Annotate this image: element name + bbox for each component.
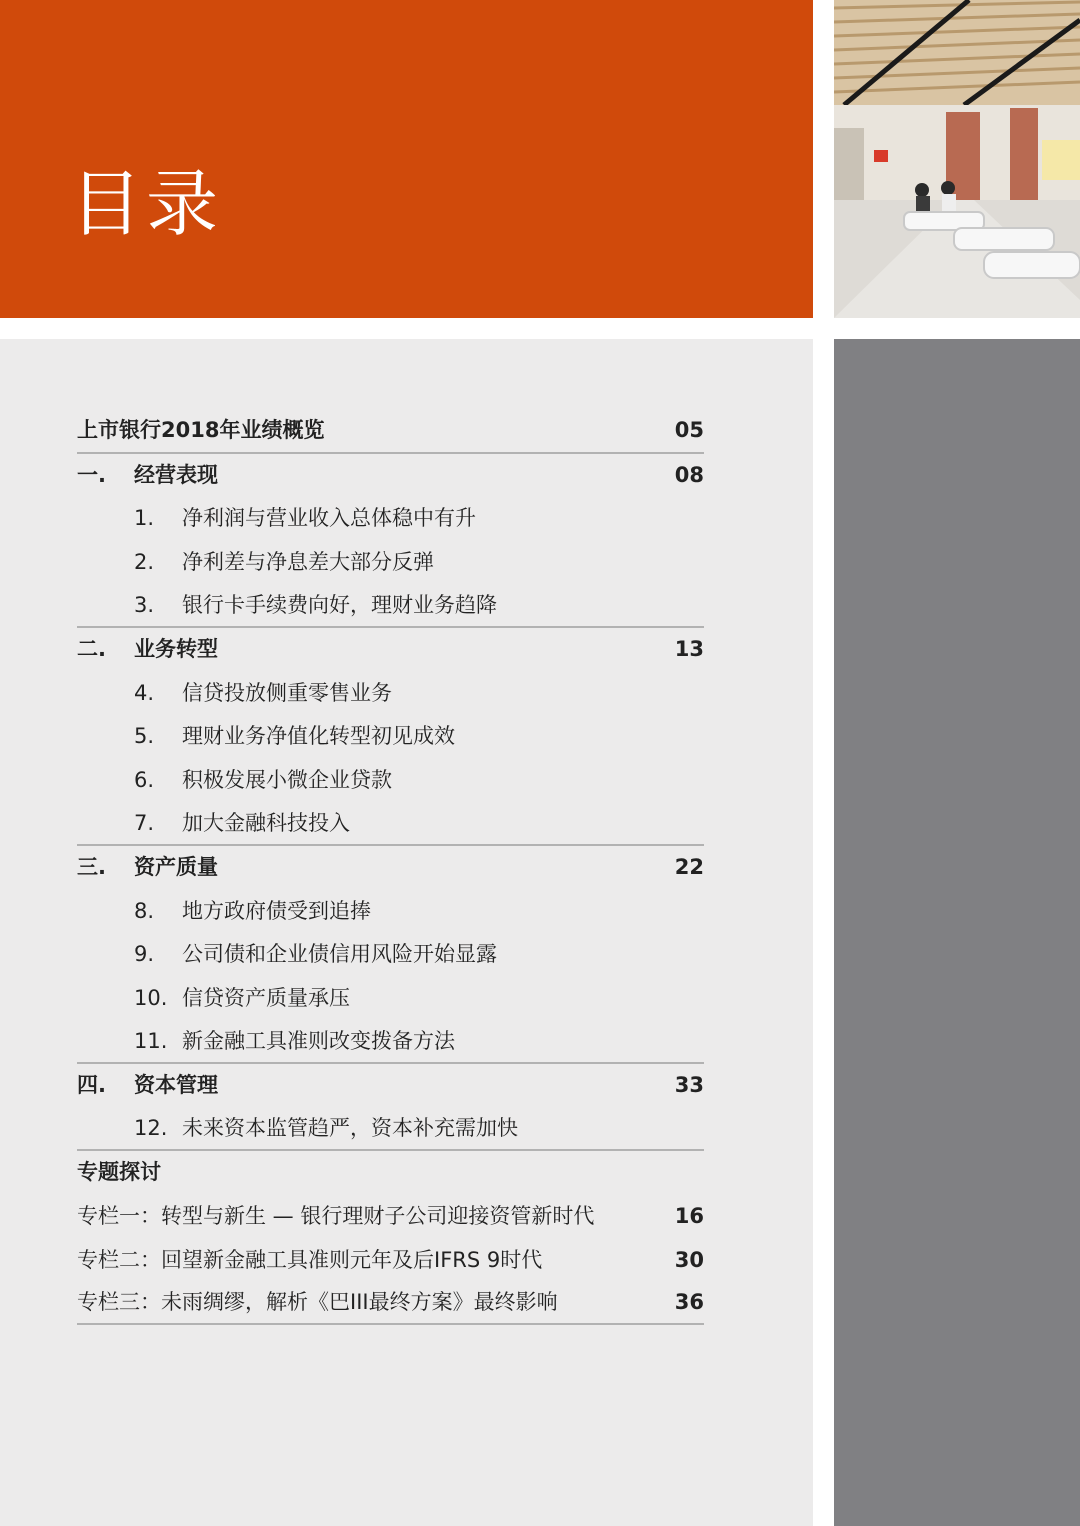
toc-column-page: 16 — [674, 1203, 704, 1228]
toc-section-row[interactable] — [77, 628, 704, 672]
side-panel — [834, 339, 1080, 1526]
toc-item-number: 3. — [134, 592, 155, 617]
toc-section-title: 业务转型 — [134, 637, 218, 662]
toc-item-row[interactable] — [77, 759, 704, 803]
toc-special-heading-row — [77, 1151, 704, 1195]
toc-item-row[interactable] — [77, 541, 704, 585]
toc-item-number: 8. — [134, 898, 155, 923]
toc-column-row[interactable] — [77, 1195, 704, 1239]
toc-item-number: 10. — [134, 986, 168, 1011]
toc-column-row[interactable] — [77, 1238, 704, 1282]
toc-section-title: 资产质量 — [134, 855, 218, 880]
toc-item-row[interactable] — [77, 672, 704, 716]
page-title: 目录 — [70, 162, 223, 246]
toc-item-number: 4. — [134, 680, 155, 705]
toc-item-number: 9. — [134, 942, 155, 967]
station-photo-illustration — [834, 0, 1080, 318]
station-waiting-hall-photo — [834, 0, 1080, 318]
toc-item-row[interactable] — [77, 890, 704, 934]
toc-item-title: 加大金融科技投入 — [182, 810, 350, 835]
toc-section-page: 22 — [674, 855, 704, 880]
toc-item-row[interactable] — [77, 715, 704, 759]
toc-item-title: 公司债和企业债信用风险开始显露 — [182, 942, 497, 967]
toc-item-title: 净利差与净息差大部分反弹 — [182, 550, 434, 575]
toc-item-number: 11. — [134, 1028, 168, 1053]
toc-overview-page: 05 — [674, 418, 704, 443]
toc-item-title: 理财业务净值化转型初见成效 — [182, 724, 455, 749]
toc-section-number: 一. — [77, 462, 106, 487]
toc-section-row[interactable] — [77, 846, 704, 890]
header-banner — [0, 0, 813, 318]
table-of-contents — [77, 410, 704, 1325]
toc-item-number: 1. — [134, 506, 155, 531]
toc-overview-row[interactable] — [77, 410, 704, 454]
toc-item-title: 地方政府债受到追捧 — [182, 898, 371, 923]
toc-overview-title: 上市银行2018年业绩概览 — [77, 418, 325, 443]
toc-section-title: 资本管理 — [134, 1073, 218, 1098]
toc-section-page: 33 — [674, 1073, 704, 1098]
toc-column-row[interactable] — [77, 1282, 704, 1326]
toc-item-row[interactable] — [77, 1108, 704, 1152]
toc-item-title: 信贷投放侧重零售业务 — [182, 680, 392, 705]
toc-section-page: 13 — [674, 637, 704, 662]
toc-column-title: 专栏三：未雨绸缪，解析《巴III最终方案》最终影响 — [77, 1290, 558, 1315]
toc-item-number: 12. — [134, 1115, 168, 1140]
toc-column-page: 30 — [674, 1247, 704, 1272]
toc-section-row[interactable] — [77, 1064, 704, 1108]
toc-special-heading: 专题探讨 — [77, 1160, 161, 1185]
toc-item-row[interactable] — [77, 802, 704, 846]
toc-item-number: 2. — [134, 550, 155, 575]
toc-item-row[interactable] — [77, 1020, 704, 1064]
toc-section-number: 四. — [77, 1073, 106, 1098]
toc-item-title: 新金融工具准则改变拨备方法 — [182, 1028, 455, 1053]
toc-item-title: 净利润与营业收入总体稳中有升 — [182, 506, 476, 531]
toc-column-title: 专栏二：回望新金融工具准则元年及后IFRS 9时代 — [77, 1247, 543, 1272]
toc-item-title: 积极发展小微企业贷款 — [182, 768, 392, 793]
toc-item-row[interactable] — [77, 584, 704, 628]
toc-section-number: 二. — [77, 637, 106, 662]
toc-section-number: 三. — [77, 855, 106, 880]
toc-section-page: 08 — [674, 462, 704, 487]
toc-item-title: 银行卡手续费向好，理财业务趋降 — [182, 592, 497, 617]
toc-section-row[interactable] — [77, 454, 704, 498]
toc-column-title: 专栏一：转型与新生 — 银行理财子公司迎接资管新时代 — [77, 1203, 595, 1228]
toc-item-row[interactable] — [77, 933, 704, 977]
toc-item-number: 6. — [134, 768, 155, 793]
toc-item-number: 7. — [134, 810, 155, 835]
toc-item-number: 5. — [134, 724, 155, 749]
toc-section-title: 经营表现 — [134, 462, 218, 487]
toc-item-row[interactable] — [77, 497, 704, 541]
toc-item-title: 信贷资产质量承压 — [182, 986, 350, 1011]
toc-item-title: 未来资本监管趋严，资本补充需加快 — [182, 1115, 518, 1140]
toc-column-page: 36 — [674, 1290, 704, 1315]
toc-item-row[interactable] — [77, 977, 704, 1021]
